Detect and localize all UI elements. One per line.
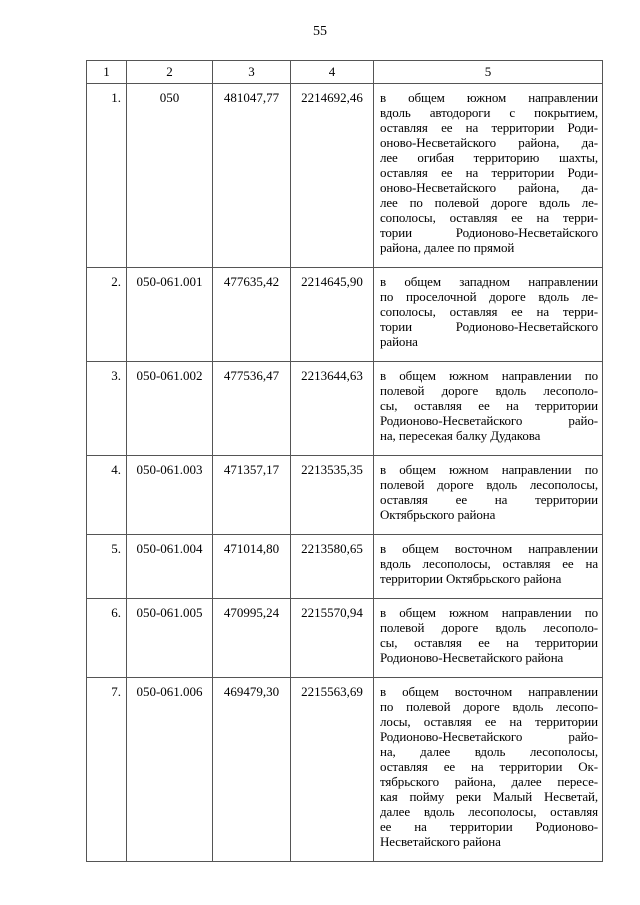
description-cell (374, 84, 603, 268)
description-line: Родионово-Несветайского райо- (380, 729, 598, 744)
segment-code-cell: 050-061.005 (127, 599, 213, 678)
description-line: в общем восточном направлении (380, 684, 598, 699)
segment-code-cell: 050-061.001 (127, 268, 213, 362)
column-header: 2 (127, 61, 213, 84)
description-line: вдоль автодороги с покрытием, (380, 105, 598, 120)
table-body (87, 84, 603, 862)
table-header-row (87, 61, 603, 84)
description-line: оново-Несветайского района, да- (380, 180, 598, 195)
coordinate-y-cell: 2213644,63 (291, 362, 374, 456)
description-line: оставляя ее на территории Ок- (380, 759, 598, 774)
description-line: сополосы, оставляя ее на терри- (380, 304, 598, 319)
coordinate-x-cell: 477536,47 (213, 362, 291, 456)
description-line: в общем южном направлении по (380, 462, 598, 477)
description-line: оставляя ее на территории (380, 492, 598, 507)
description-line: полевой дороге вдоль лесополо- (380, 383, 598, 398)
description-cell (374, 678, 603, 862)
description-line: тории Родионово-Несветайского (380, 225, 598, 240)
description-line: в общем южном направлении по (380, 368, 598, 383)
description-cell (374, 599, 603, 678)
page-number: 55 (313, 24, 327, 39)
coordinate-x-cell: 470995,24 (213, 599, 291, 678)
description-line: сополосы, оставляя ее на терри- (380, 210, 598, 225)
description-line: тябрьского района, далее пересе- (380, 774, 598, 789)
coordinate-y-cell: 2213580,65 (291, 535, 374, 599)
table-row (87, 535, 603, 599)
row-number-cell: 6. (87, 599, 127, 678)
segment-code-cell: 050-061.003 (127, 456, 213, 535)
description-cell (374, 362, 603, 456)
description-line: оставляя ее на территории Роди- (380, 120, 598, 135)
row-number-cell: 7. (87, 678, 127, 862)
coordinate-y-cell: 2214645,90 (291, 268, 374, 362)
description-line: района, далее по прямой (380, 240, 515, 255)
segment-code-cell: 050-061.006 (127, 678, 213, 862)
segment-code-cell: 050-061.002 (127, 362, 213, 456)
row-number-cell: 5. (87, 535, 127, 599)
description-line: оставляя ее на территории Роди- (380, 165, 598, 180)
description-line: в общем восточном направлении (380, 541, 598, 556)
coordinate-y-cell: 2215570,94 (291, 599, 374, 678)
description-line: сы, оставляя ее на территории (380, 635, 598, 650)
description-line: оново-Несветайского района, да- (380, 135, 598, 150)
description-line: лосы, оставляя ее на территории (380, 714, 598, 729)
description-line: по полевой дороге вдоль лесопо- (380, 699, 598, 714)
description-line: в общем западном направлении (380, 274, 598, 289)
coordinates-table (86, 60, 603, 862)
row-number-cell: 4. (87, 456, 127, 535)
coordinate-y-cell: 2213535,35 (291, 456, 374, 535)
description-line: далее вдоль лесополосы, оставляя (380, 804, 598, 819)
description-line: лее огибая территорию шахты, (380, 150, 598, 165)
description-line: на, далее вдоль лесополосы, (380, 744, 598, 759)
segment-code-cell: 050 (127, 84, 213, 268)
coordinate-y-cell: 2214692,46 (291, 84, 374, 268)
description-line: на, пересекая балку Дудакова (380, 428, 541, 443)
segment-code-cell: 050-061.004 (127, 535, 213, 599)
description-cell (374, 456, 603, 535)
description-line: в общем южном направлении по (380, 605, 598, 620)
coordinate-x-cell: 477635,42 (213, 268, 291, 362)
description-line: территории Октябрьского района (380, 571, 562, 586)
table-row (87, 599, 603, 678)
coordinate-x-cell: 471014,80 (213, 535, 291, 599)
coordinate-x-cell: 481047,77 (213, 84, 291, 268)
column-header: 1 (87, 61, 127, 84)
description-line: кая пойму реки Малый Несветай, (380, 789, 598, 804)
table-row (87, 456, 603, 535)
description-line: тории Родионово-Несветайского (380, 319, 598, 334)
description-line: сы, оставляя ее на территории (380, 398, 598, 413)
coordinate-x-cell: 469479,30 (213, 678, 291, 862)
table-row (87, 84, 603, 268)
column-header: 5 (374, 61, 603, 84)
description-line: лее по полевой дороге вдоль ле- (380, 195, 598, 210)
table-row (87, 678, 603, 862)
description-line: Несветайского района (380, 834, 501, 849)
description-line: полевой дороге вдоль лесополо- (380, 620, 598, 635)
table-row (87, 362, 603, 456)
description-line: района (380, 334, 418, 349)
row-number-cell: 3. (87, 362, 127, 456)
description-line: Родионово-Несветайского района (380, 650, 564, 665)
description-cell (374, 535, 603, 599)
description-cell (374, 268, 603, 362)
description-line: по проселочной дороге вдоль ле- (380, 289, 598, 304)
description-line: ее на территории Родионово- (380, 819, 598, 834)
description-line: вдоль лесополосы, оставляя ее на (380, 556, 598, 571)
description-line: полевой дороге вдоль лесополосы, (380, 477, 598, 492)
description-line: Родионово-Несветайского райо- (380, 413, 598, 428)
column-header: 4 (291, 61, 374, 84)
coordinate-x-cell: 471357,17 (213, 456, 291, 535)
row-number-cell: 2. (87, 268, 127, 362)
coordinate-y-cell: 2215563,69 (291, 678, 374, 862)
description-line: Октябрьского района (380, 507, 496, 522)
row-number-cell: 1. (87, 84, 127, 268)
description-line: в общем южном направлении (380, 90, 598, 105)
table-row (87, 268, 603, 362)
column-header: 3 (213, 61, 291, 84)
